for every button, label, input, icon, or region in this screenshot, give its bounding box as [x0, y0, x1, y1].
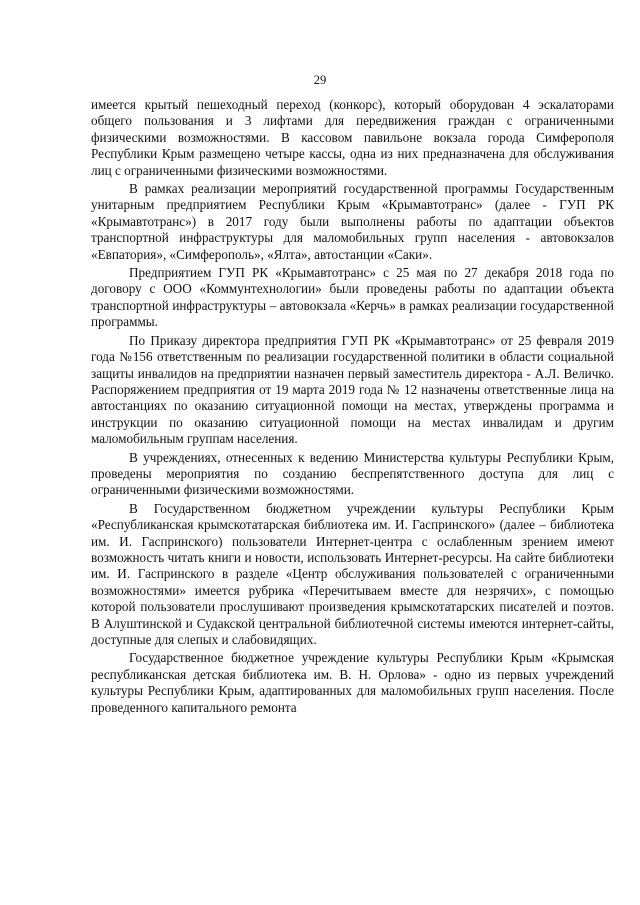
page-number: 29: [313, 73, 327, 87]
paragraph-7: Государственное бюджетное учреждение культуры Республики Крым «Крымская республиканская детская библиотека им. В. Н. Орлова» - одно из первых учреждений культуры Республики Крым, адаптированных для маломобильных групп населения. После проведенного капитального ремонта: [91, 650, 614, 715]
document-body: [91, 97, 614, 718]
paragraph-5: В учреждениях, отнесенных к ведению Министерства культуры Республики Крым, проведены мероприятия по созданию беспрепятственного доступа для лиц с ограниченными физическими возможностями.: [91, 449, 614, 498]
paragraph-4: По Приказу директора предприятия ГУП РК «Крымавтотранс» от 25 февраля 2019 года №156 ответственным по реализации государственной политики в области социальной защиты инвалидов на предприятии назначен первый заместитель директора - А.Л. Величко. Распоряжением предприятия от 19 марта 2019 года № 12 назначены ответственные лица на автостанциях по оказанию ситуационной помощи на местах, утверждены программа и инструкции по оказанию ситуационной помощи на местах инвалидам и другим маломобильным группам населения.: [91, 332, 614, 447]
paragraph-1: имеется крытый пешеходный переход (конкорс), который оборудован 4 эскалаторами общего пользования и 3 лифтами для передвижения граждан с ограниченными физическими возможностями. В кассовом павильоне вокзала города Симферополя Республики Крым размещено четыре кассы, одна из них предназначена для обслуживания лиц с ограниченными физическими возможностями.: [91, 97, 614, 178]
paragraph-3: Предприятием ГУП РК «Крымавтотранс» с 25 мая по 27 декабря 2018 года по договору с ООО «Коммунтехнологии» были проведены работы по адаптации объекта транспортной инфраструктуры – автовокзала «Керчь» в рамках реализации государственной программы.: [91, 265, 614, 330]
paragraph-6: В Государственном бюджетном учреждении культуры Республики Крым «Республиканская крымскотатарская библиотека им. И. Гаспринского» (далее – библиотека им. И. Гаспринского) пользователи Интернет-центра с ослабленным зрением имеют возможность читать книги и новости, использовать Интернет-ресурсы. На сайте библиотеки им. И. Гаспринского в разделе «Центр обслуживания пользователей с ограниченными возможностями» имеется рубрика «Перечитываем вместе для незрячих», с помощью которой пользователи прослушивают произведения крымскотатарских писателей и поэтов. В Алуштинской и Судакской центральной библиотечной системы имеются интернет-сайты, доступные для слепых и слабовидящих.: [91, 500, 614, 647]
paragraph-2: В рамках реализации мероприятий государственной программы Государственным унитарным предприятием Республики Крым «Крымавтотранс» (далее - ГУП РК «Крымавтотранс») в 2017 году были выполнены работы по адаптации объектов транспортной инфраструктуры для маломобильных групп населения - автовокзалов «Евпатория», «Симферополь», «Ялта», автостанции «Саки».: [91, 181, 614, 262]
